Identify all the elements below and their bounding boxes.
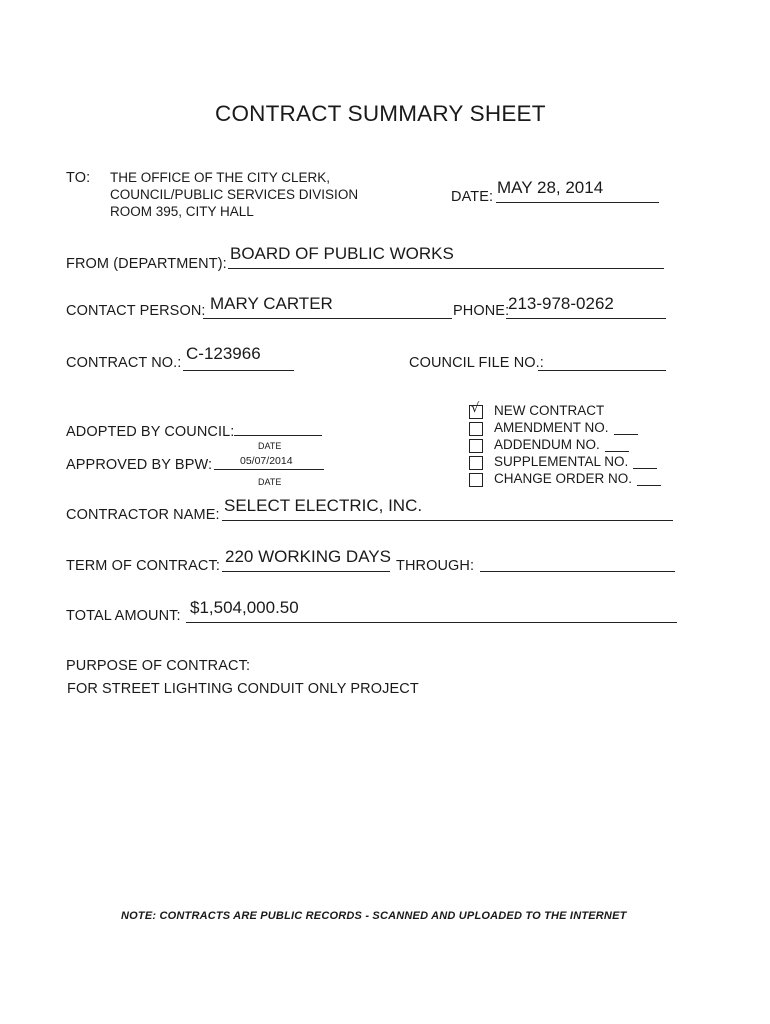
term-value[interactable]: 220 WORKING DAYS [225,547,391,566]
approved-date-caption: DATE [258,477,282,487]
approved-label: APPROVED BY BPW: [66,457,213,473]
from-line [228,268,664,269]
contract-type-checkbox[interactable] [469,422,483,436]
adopted-label: ADOPTED BY COUNCIL: [66,424,235,440]
to-line-3: ROOM 395, CITY HALL [110,204,254,219]
contract-type-label: CHANGE ORDER NO. [494,471,633,486]
contract-type-label: SUPPLEMENTAL NO. [494,454,629,469]
to-label: TO: [66,170,91,186]
council-file-label: COUNCIL FILE NO.: [409,355,544,371]
total-value[interactable]: $1,504,000.50 [190,598,299,617]
council-file-line [538,370,666,371]
contact-line [203,318,452,319]
public-records-note: NOTE: CONTRACTS ARE PUBLIC RECORDS - SCANNED AND UPLOADED TO THE INTERNET [121,910,627,922]
contract-type-checkbox[interactable] [469,401,483,419]
contract-type-label: AMENDMENT NO. [494,420,609,435]
contract-type-number-line[interactable] [614,434,638,435]
purpose-value: FOR STREET LIGHTING CONDUIT ONLY PROJECT [67,681,419,697]
purpose-label: PURPOSE OF CONTRACT: [66,658,251,674]
from-value[interactable]: BOARD OF PUBLIC WORKS [230,244,454,263]
total-line [186,622,677,623]
contract-type-label: NEW CONTRACT [494,403,605,418]
approved-value[interactable]: 05/07/2014 [240,455,293,467]
phone-value[interactable]: 213-978-0262 [508,294,614,313]
contract-type-checkbox[interactable] [469,439,483,453]
contractor-value[interactable]: SELECT ELECTRIC, INC. [224,496,423,515]
contract-type-number-line[interactable] [637,485,661,486]
page-title: CONTRACT SUMMARY SHEET [215,101,546,126]
contact-value[interactable]: MARY CARTER [210,294,333,313]
to-line-1: THE OFFICE OF THE CITY CLERK, [110,170,331,185]
adopted-date-caption: DATE [258,441,282,451]
contractor-label: CONTRACTOR NAME: [66,507,220,523]
contract-type-label: ADDENDUM NO. [494,437,600,452]
term-label: TERM OF CONTRACT: [66,558,220,574]
through-line [480,571,675,572]
approved-line [214,469,324,470]
total-label: TOTAL AMOUNT: [66,608,181,624]
contract-type-checkbox[interactable] [469,456,483,470]
contract-type-checkbox[interactable] [469,473,483,487]
contact-label: CONTACT PERSON: [66,303,206,319]
through-label: THROUGH: [396,558,475,574]
phone-line [506,318,666,319]
contract-type-number-line[interactable] [633,468,657,469]
contractor-line [222,520,673,521]
from-label: FROM (DEPARTMENT): [66,256,227,272]
contract-no-line [183,370,294,371]
date-line [496,202,659,203]
adopted-line [234,435,322,436]
contract-no-value[interactable]: C-123966 [186,344,261,363]
phone-label: PHONE: [453,303,510,319]
contract-no-label: CONTRACT NO.: [66,355,182,371]
date-label: DATE: [451,189,494,205]
term-line [222,571,390,572]
checkmark-icon: √ [471,401,480,416]
to-line-2: COUNCIL/PUBLIC SERVICES DIVISION [110,187,359,202]
date-value[interactable]: MAY 28, 2014 [497,178,604,197]
contract-type-number-line[interactable] [605,451,629,452]
